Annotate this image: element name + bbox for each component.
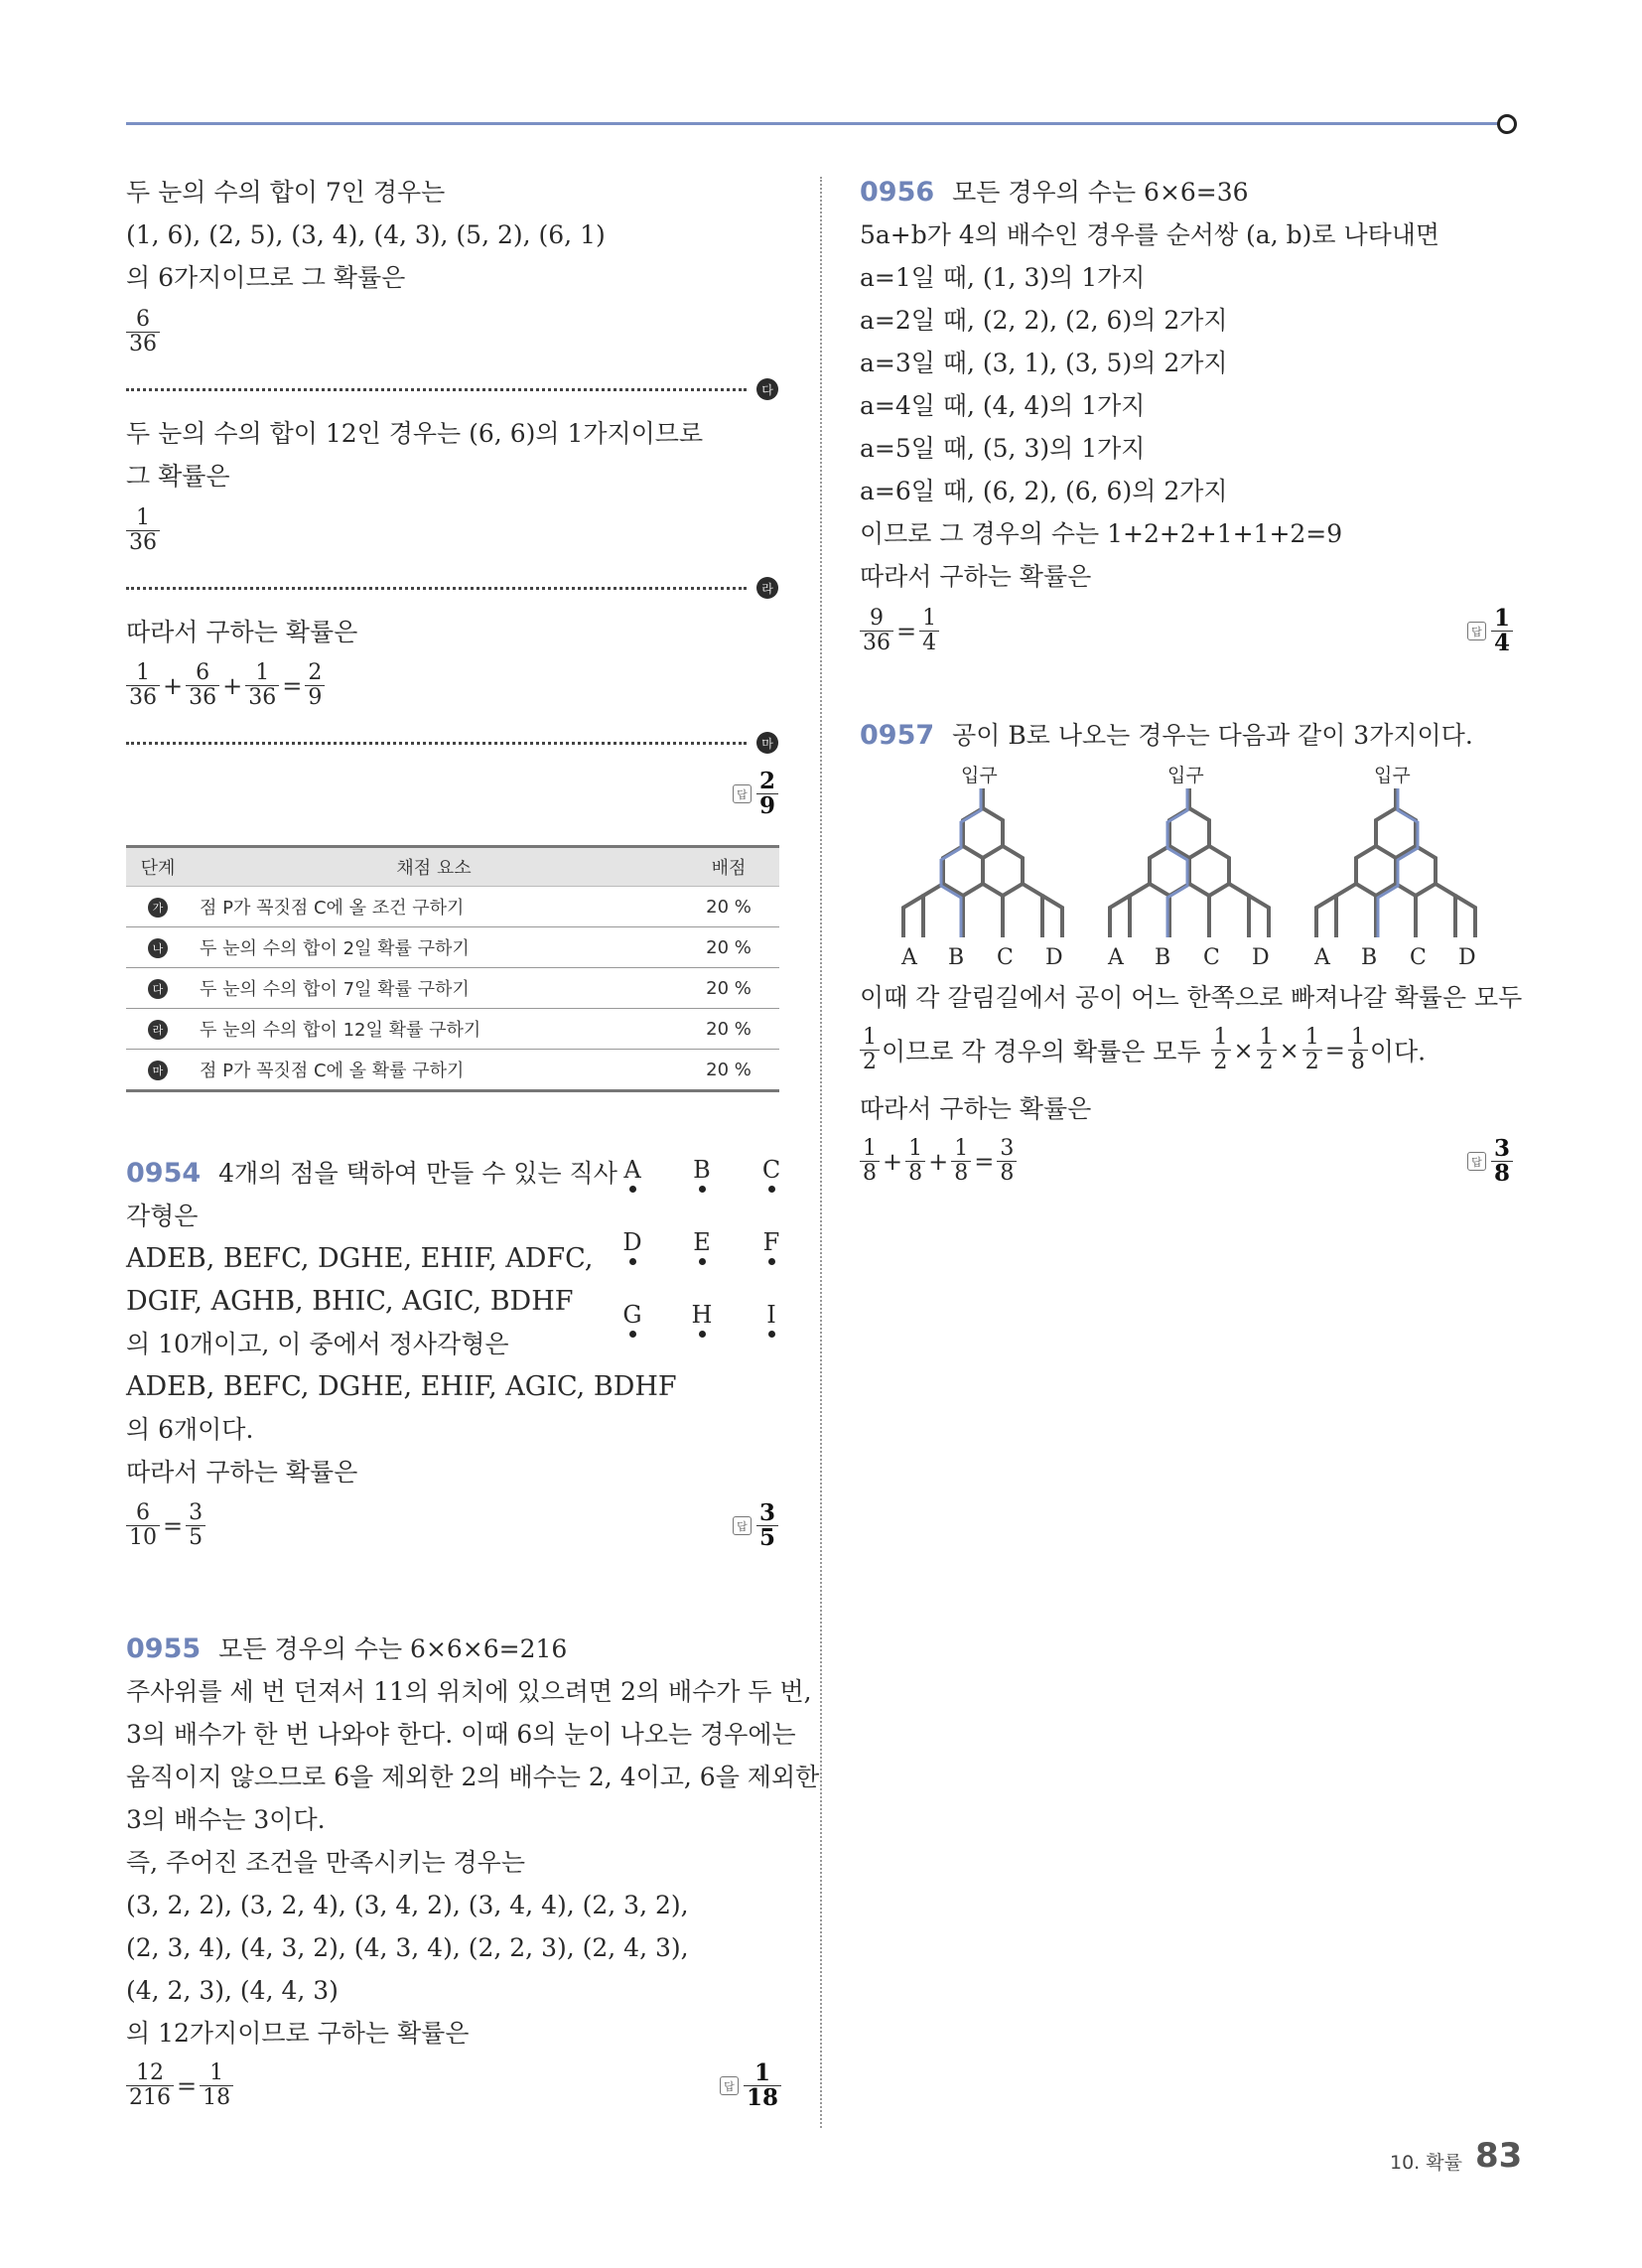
- maze-diagram: [1100, 788, 1279, 947]
- step-marker: 라: [756, 577, 778, 599]
- table-cell: 20 %: [678, 887, 779, 927]
- answer-fraction: $\frac{1}{18}$: [744, 2061, 781, 2110]
- text-line: 따라서 구하는 확률은: [126, 1458, 358, 1487]
- text-line: 주사위를 세 번 던져서 11의 위치에 있으려면 2의 배수가 두 번,: [126, 1677, 812, 1706]
- table-row: [126, 887, 779, 927]
- text-line: 이므로 그 경우의 수는 1+2+2+1+1+2=9: [860, 519, 1343, 548]
- table-cell: 20 %: [678, 968, 779, 1009]
- header-rule-end-dot: [1497, 114, 1517, 134]
- grid-point: A: [617, 1156, 647, 1193]
- problem-number: 0956: [860, 177, 935, 208]
- outlet-label: A: [901, 945, 917, 970]
- text-line: 움직이지 않으므로 6을 제외한 2의 배수는 2, 4이고, 6을 제외한: [126, 1763, 820, 1791]
- step-marker: 마: [756, 732, 778, 754]
- problem-number: 0955: [126, 1633, 202, 1664]
- text-line: 의 10개이고, 이 중에서 정사각형은: [126, 1330, 509, 1358]
- table-cell: 두 눈의 수의 합이 7일 확률 구하기: [190, 968, 678, 1009]
- text-line: 따라서 구하는 확률은: [126, 618, 358, 646]
- fraction: $\frac{12}{216}$: [126, 2061, 174, 2110]
- text-line: 그 확률은: [126, 462, 230, 491]
- problem-0955-line: 0955 모든 경우의 수는 6×6×6=216: [126, 1633, 568, 1664]
- text-line: (1, 6), (2, 5), (3, 4), (4, 3), (5, 2), (6, 1): [126, 220, 606, 249]
- maze-figure: [1306, 761, 1485, 969]
- text-line: 두 눈의 수의 합이 7인 경우는: [126, 178, 446, 207]
- fraction: $\frac{1}{2}$: [1257, 1026, 1277, 1074]
- text-line: 이때 각 갈림길에서 공이 어느 한쪽으로 빠져나갈 확률은 모두: [860, 983, 1523, 1012]
- text-line: ADEB, BEFC, DGHE, EHIF, ADFC,: [126, 1243, 594, 1274]
- problem-0957-line: 0957 공이 B로 나오는 경우는 다음과 같이 3가지이다.: [860, 720, 1473, 751]
- outlet-label: B: [1155, 945, 1171, 970]
- inline-text: 이다.: [1369, 1037, 1427, 1066]
- problem-number: 0954: [126, 1158, 202, 1189]
- outlet-label: D: [1252, 945, 1270, 970]
- step-marker: 다: [148, 979, 168, 999]
- outlet-label: D: [1458, 945, 1476, 970]
- grid-point: F: [756, 1228, 786, 1265]
- text-line: 즉, 주어진 조건을 만족시키는 경우는: [126, 1848, 525, 1877]
- text-line: a=5일 때, (5, 3)의 1가지: [860, 434, 1146, 463]
- grid-point: D: [617, 1228, 647, 1265]
- answer-fraction: $\frac{3}{5}$: [756, 1501, 778, 1550]
- dotted-separator: [126, 587, 747, 590]
- answer: [733, 1501, 780, 1550]
- answer-badge: 답: [733, 784, 752, 803]
- text-line: ADEB, BEFC, DGHE, EHIF, AGIC, BDHF: [126, 1371, 677, 1402]
- maze-diagram: [1306, 788, 1485, 947]
- text-line: 3의 배수가 한 번 나와야 한다. 이때 6의 눈이 나오는 경우에는: [126, 1720, 796, 1749]
- outlet-label: A: [1108, 945, 1124, 970]
- equation: $\frac{1}{2}$ 이므로 각 경우의 확률은 모두 $\frac{1}{2}$ × $\frac{1}{2}$ × $\frac{1}{2}$ = $\frac{1}{8}$ 이다.: [858, 1026, 1426, 1074]
- outlet-label: D: [1045, 945, 1063, 970]
- table-cell: 두 눈의 수의 합이 2일 확률 구하기: [190, 927, 678, 968]
- text-line: a=2일 때, (2, 2), (2, 6)의 2가지: [860, 306, 1228, 335]
- equation: $\frac{1}{8}$ + $\frac{1}{8}$ + $\frac{1}{8}$ = $\frac{3}{8}$: [858, 1137, 1019, 1186]
- scoring-table: [126, 845, 779, 1092]
- text-line: 의 6가지이므로 그 확률은: [126, 263, 406, 292]
- fraction: $\frac{1}{8}$: [905, 1137, 925, 1186]
- table-cell: 점 P가 꼭짓점 C에 올 확률 구하기: [190, 1050, 678, 1091]
- entry-label: 입구: [1374, 765, 1411, 786]
- fraction: $\frac{1}{2}$: [860, 1026, 880, 1074]
- fraction: $\frac{1}{2}$: [1211, 1026, 1231, 1074]
- answer-badge: 답: [733, 1516, 752, 1535]
- answer-badge: 답: [1467, 622, 1486, 640]
- table-cell: 20 %: [678, 927, 779, 968]
- inline-text: 이므로 각 경우의 확률은 모두: [882, 1037, 1201, 1066]
- table-row: [126, 968, 779, 1009]
- equation: $\frac{12}{216}$ = $\frac{1}{18}$: [124, 2061, 235, 2110]
- equation: $\frac{9}{36}$ = $\frac{1}{4}$: [858, 607, 941, 655]
- text-line: a=1일 때, (1, 3)의 1가지: [860, 263, 1146, 292]
- fraction: $\frac{2}{9}$: [305, 661, 325, 710]
- table-header: 배점: [678, 847, 779, 887]
- equation: $\frac{1}{36}$ + $\frac{6}{36}$ + $\frac{1}{36}$ = $\frac{2}{9}$: [124, 661, 327, 710]
- text-line: 3의 배수는 3이다.: [126, 1805, 326, 1834]
- chapter-label: 10. 확률: [1390, 2152, 1462, 2174]
- fraction: $\frac{6}{10}$: [126, 1501, 160, 1550]
- fraction: $\frac{1}{8}$: [1348, 1026, 1368, 1074]
- step-marker: 나: [148, 938, 168, 958]
- table-cell: 점 P가 꼭짓점 C에 올 조건 구하기: [190, 887, 678, 927]
- answer: [1467, 1137, 1515, 1186]
- text-line: 의 6개이다.: [126, 1415, 254, 1444]
- text-line: 5a+b가 4의 배수인 경우를 순서쌍 (a, b)로 나타내면: [860, 220, 1440, 249]
- equation: $\frac{6}{10}$ = $\frac{3}{5}$: [124, 1501, 207, 1550]
- maze-figure: [893, 761, 1072, 969]
- table-row: [126, 1009, 779, 1050]
- answer-fraction: $\frac{2}{9}$: [756, 770, 778, 818]
- entry-label: 입구: [1167, 765, 1204, 786]
- answer-badge: 답: [1467, 1152, 1486, 1171]
- table-row: [126, 1050, 779, 1091]
- fraction: $\frac{3}{5}$: [186, 1501, 205, 1550]
- fraction: $\frac{1}{8}$: [860, 1137, 880, 1186]
- table-header: 채점 요소: [190, 847, 678, 887]
- table-header: 단계: [126, 847, 190, 887]
- grid-point: G: [617, 1301, 647, 1338]
- answer: [733, 770, 780, 818]
- outlet-label: C: [1203, 945, 1220, 970]
- maze-figure: [1100, 761, 1279, 969]
- outlet-label: B: [1361, 945, 1378, 970]
- step-marker: 라: [148, 1020, 168, 1040]
- answer-badge: 답: [720, 2076, 739, 2095]
- problem-number: 0957: [860, 720, 935, 751]
- text-line: (4, 2, 3), (4, 4, 3): [126, 1976, 339, 2005]
- table-row: [126, 927, 779, 968]
- grid-point: B: [687, 1156, 717, 1193]
- fraction: $\frac{1}{36}$: [126, 661, 160, 710]
- answer-fraction: $\frac{1}{4}$: [1491, 607, 1513, 655]
- step-marker: 가: [148, 898, 168, 918]
- text-line: 의 12가지이므로 구하는 확률은: [126, 2019, 470, 2048]
- outlet-label: A: [1314, 945, 1330, 970]
- text-line: 두 눈의 수의 합이 12인 경우는 (6, 6)의 1가지이므로: [126, 419, 704, 448]
- outlet-label: C: [1410, 945, 1427, 970]
- grid-point: C: [756, 1156, 786, 1193]
- equation: [124, 506, 162, 555]
- text-line: 각형은: [126, 1202, 199, 1230]
- fraction: $\frac{9}{36}$: [860, 607, 893, 655]
- table-header-row: [126, 847, 779, 887]
- text-line: a=4일 때, (4, 4)의 1가지: [860, 391, 1146, 420]
- grid-point: H: [687, 1301, 717, 1338]
- equation: [124, 308, 162, 356]
- fraction: $\frac{3}{8}$: [997, 1137, 1017, 1186]
- text-line: (2, 3, 4), (4, 3, 2), (4, 3, 4), (2, 2, 3), (2, 4, 3),: [126, 1933, 689, 1962]
- problem-0956-line: 0956 모든 경우의 수는 6×6=36: [860, 177, 1249, 208]
- fraction: $\frac{6}{36}$: [186, 661, 219, 710]
- maze-diagram: [893, 788, 1072, 947]
- step-marker: 다: [756, 378, 778, 400]
- column-divider: [820, 177, 822, 2128]
- answer: [720, 2061, 783, 2110]
- text-line: DGIF, AGHB, BHIC, AGIC, BDHF: [126, 1286, 574, 1317]
- problem-0954-line: 0954 4개의 점을 택하여 만들 수 있는 직사: [126, 1158, 617, 1189]
- step-marker: 마: [148, 1061, 168, 1080]
- dotted-separator: [126, 742, 747, 745]
- table-cell: 20 %: [678, 1009, 779, 1050]
- grid-point: E: [687, 1228, 717, 1265]
- header-rule: [126, 122, 1506, 125]
- outlet-label: C: [997, 945, 1014, 970]
- fraction: $\frac{1}{18}$: [200, 2061, 233, 2110]
- text-line: 따라서 구하는 확률은: [860, 562, 1092, 591]
- answer: [1467, 607, 1515, 655]
- fraction: $\frac{1}{4}$: [919, 607, 939, 655]
- answer-fraction: $\frac{3}{8}$: [1491, 1137, 1513, 1186]
- text-line: (3, 2, 2), (3, 2, 4), (3, 4, 2), (3, 4, 4), (2, 3, 2),: [126, 1891, 689, 1919]
- page-number: 83: [1475, 2136, 1523, 2176]
- text-line: 따라서 구하는 확률은: [860, 1094, 1092, 1123]
- entry-label: 입구: [961, 765, 998, 786]
- outlet-label: B: [948, 945, 965, 970]
- grid-point: I: [756, 1301, 786, 1338]
- fraction: $\frac{1}{36}$: [245, 661, 279, 710]
- table-cell: 20 %: [678, 1050, 779, 1091]
- fraction: $\frac{1}{36}$: [126, 506, 160, 555]
- dotted-separator: [126, 388, 747, 391]
- table-cell: 두 눈의 수의 합이 12일 확률 구하기: [190, 1009, 678, 1050]
- text-line: a=6일 때, (6, 2), (6, 6)의 2가지: [860, 477, 1228, 505]
- fraction: $\frac{1}{8}$: [951, 1137, 971, 1186]
- fraction: $\frac{1}{2}$: [1302, 1026, 1322, 1074]
- fraction: $\frac{6}{36}$: [126, 308, 160, 356]
- text-line: a=3일 때, (3, 1), (3, 5)의 2가지: [860, 349, 1228, 377]
